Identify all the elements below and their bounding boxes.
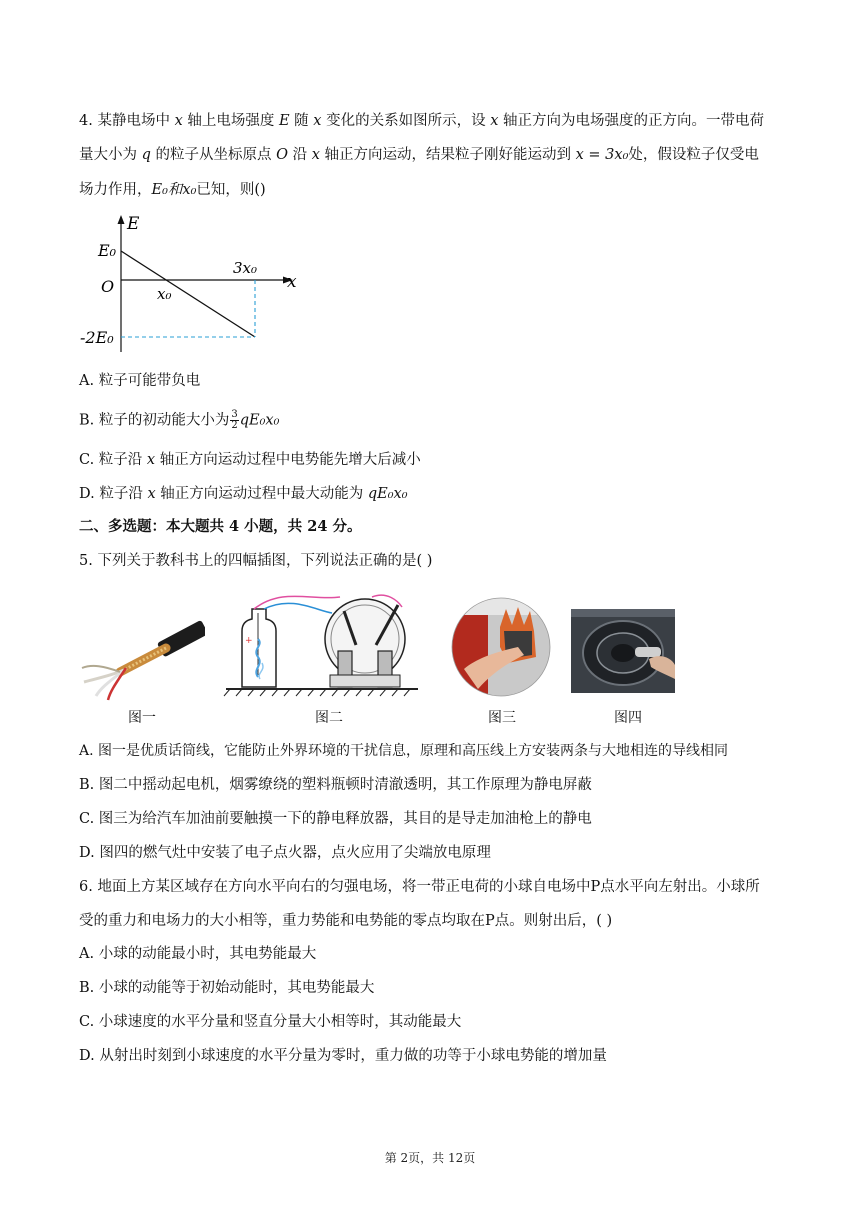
page-footer: 第 2页，共 12页	[384, 1151, 476, 1165]
section-heading: 二、多选题：本大题共 4 小题，共 24 分。	[79, 518, 362, 535]
q4-option-b: B. 粒子的初动能大小为 $\frac{3}{2}$ qE₀x₀	[79, 409, 280, 431]
e-x-graph	[79, 212, 309, 357]
q5-option-a: A. 图一是优质话筒线，它能防止外界环境的干扰信息，原理和高压线上方安装两条与大地相连的导线相同	[79, 743, 729, 759]
q4-option-a: A. 粒子可能带负电	[79, 373, 201, 389]
label-3x0: 3x₀	[233, 259, 258, 277]
q6-option-c: C. 小球速度的水平分量和竖直分量大小相等时，其动能最大	[79, 1014, 462, 1030]
q6-option-a: A. 小球的动能最小时，其电势能最大	[79, 946, 317, 962]
svg-text:+: +	[245, 636, 253, 646]
label-x: x	[287, 272, 297, 292]
q4-option-c: C. 粒子沿 x 轴正方向运动过程中电势能先增大后减小	[79, 452, 421, 468]
q6-stem-line2: 受的重力和电场力的大小相等，重力势能和电势能的零点均取在P点。则射出后，( )	[79, 913, 613, 929]
q6-option-b: B. 小球的动能等于初始动能时，其电势能最大	[79, 980, 375, 996]
q5-option-d: D. 图四的燃气灶中安装了电子点火器，点火应用了尖端放电原理	[79, 845, 491, 861]
fraction-3-2: $\frac{3}{2}$	[231, 409, 238, 431]
label-minus-2E0: -2E₀	[80, 328, 114, 347]
q4-option-d: D. 粒子沿 x 轴正方向运动过程中最大动能为 qE₀x₀	[79, 486, 408, 502]
e-axis-arrow-icon	[118, 215, 125, 224]
q5-option-c: C. 图三为给汽车加油前要触摸一下的静电释放器，其目的是导走加油枪上的静电	[79, 811, 592, 827]
label-E: E	[127, 214, 140, 234]
figure-1-cable	[80, 596, 205, 701]
figure-2-electrostatic-setup	[222, 583, 422, 701]
label-E0: E₀	[98, 241, 117, 260]
igniter-icon	[635, 647, 661, 657]
caption-figure-3: 图三	[488, 710, 516, 726]
q6-stem-line1: 6. 地面上方某区域存在方向水平向右的匀强电场，将一带正电荷的小球自电场中P点水平向左射出。小球所	[79, 879, 760, 895]
q4-stem-line1: 4. 某静电场中 x 轴上电场强度 E 随 x 变化的关系如图所示，设 x 轴正方向为电场强度的正方向。一带电荷	[79, 113, 764, 129]
q5-stem: 5. 下列关于教科书上的四幅插图，下列说法正确的是( )	[79, 553, 433, 569]
caption-figure-4: 图四	[614, 710, 642, 726]
label-O: O	[101, 277, 115, 296]
label-x0: x₀	[157, 285, 172, 303]
q4-stem-line2: 量大小为 q 的粒子从坐标原点 O 沿 x 轴正方向运动，结果粒子刚好能运动到 x = 3x₀处，假设粒子仅受电	[79, 147, 759, 163]
q4-stem-line3: 场力作用，E₀和x₀已知，则()	[79, 182, 266, 198]
caption-figure-1: 图一	[128, 710, 156, 726]
figure-3-static-discharger	[448, 597, 554, 697]
caption-figure-2: 图二	[315, 710, 343, 726]
q5-option-b: B. 图二中摇动起电机，烟雾缭绕的塑料瓶顿时清澈透明，其工作原理为静电屏蔽	[79, 777, 592, 793]
figure-4-gas-stove	[571, 609, 675, 693]
wire-blue	[264, 603, 332, 613]
q6-option-d: D. 从射出时刻到小球速度的水平分量为零时，重力做的功等于小球电势能的增加量	[79, 1048, 607, 1064]
